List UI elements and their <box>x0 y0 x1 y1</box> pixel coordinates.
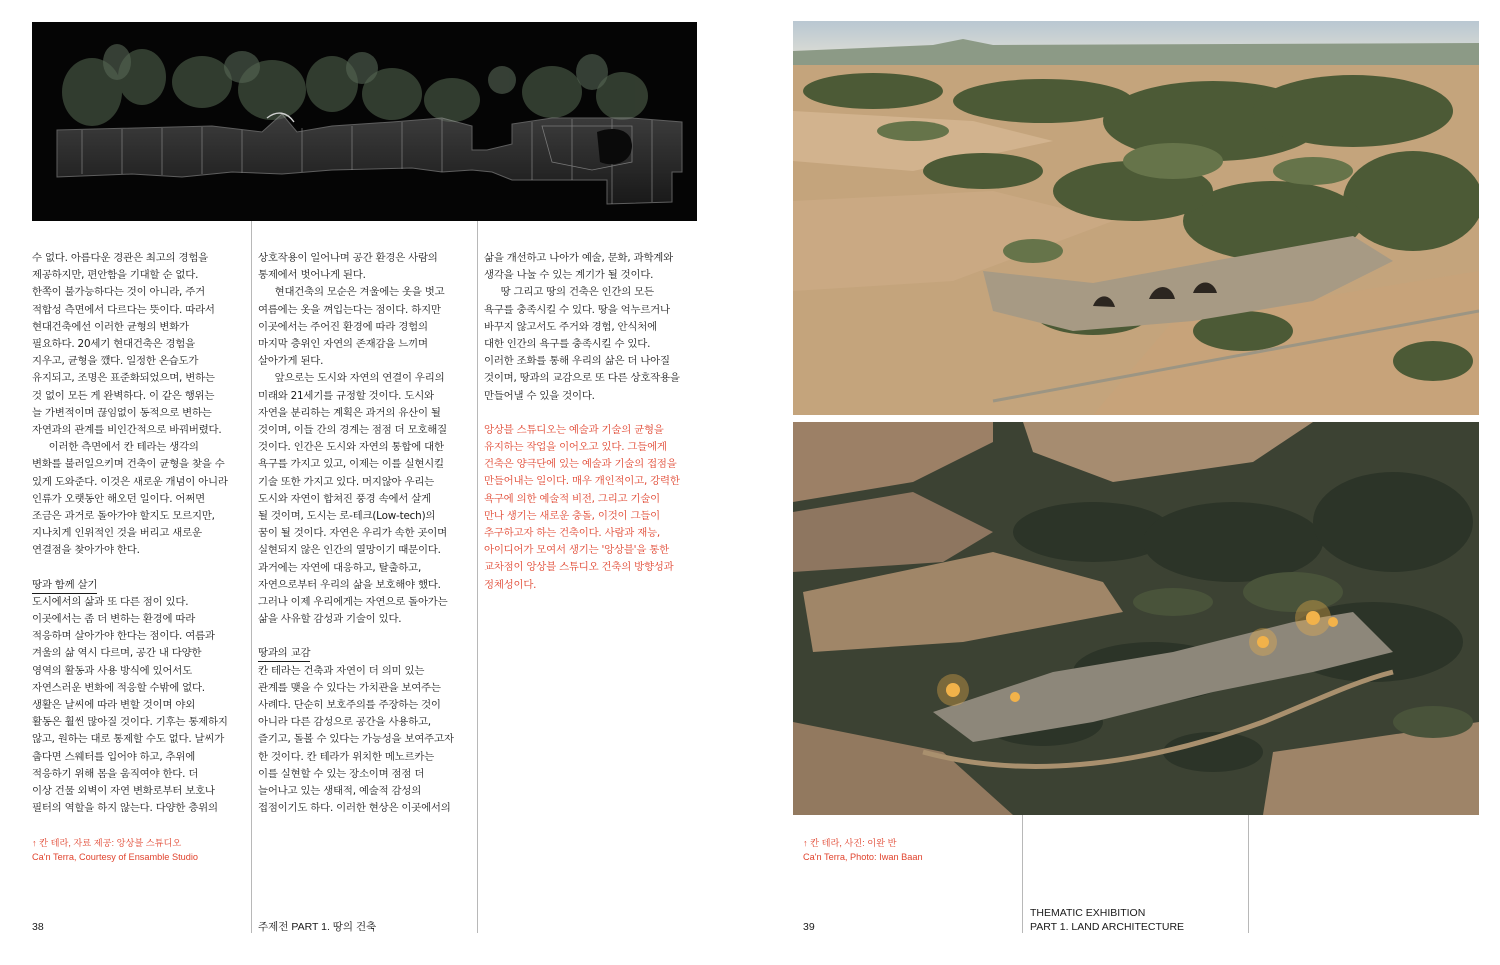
text-line: 수 없다. 아름다운 경관은 최고의 경험을 <box>32 252 209 264</box>
text-line: 도시에서의 삶과 또 다른 점이 있다. <box>32 595 189 608</box>
text-line: 여름에는 옷을 껴입는다는 점이다. 하지만 <box>258 303 441 316</box>
text-line: 그러나 이제 우리에게는 자연으로 돌아가는 <box>258 596 448 609</box>
subheading-communion-with-land: 땅과의 교감 <box>258 646 310 662</box>
text-line: 연결점을 찾아가야 한다. <box>32 544 140 557</box>
column-rule <box>1022 815 1023 933</box>
text-line: 자연으로부터 우리의 삶을 보호해야 했다. <box>258 578 441 591</box>
text-line: 땅 그리고 땅의 건축은 인간의 모든 <box>500 286 654 299</box>
text-line: 아니라 다른 감성으로 공간을 사용하고, <box>258 716 431 729</box>
text-line: 만들어낼 수 있을 것이다. <box>484 389 595 402</box>
text-line: 삶을 개선하고 나아가 예술, 문화, 과학계와 <box>484 252 673 264</box>
running-title: 주제전 PART 1. 땅의 건축 <box>258 921 377 933</box>
text-line: 적응하며 살아가야 한다는 점이다. 여름과 <box>32 630 215 643</box>
text-line: 것이며, 땅과의 교감으로 또 다른 상호작용을 <box>484 372 680 385</box>
text-line: 이상 건물 외벽이 자연 변화로부터 보호나 <box>32 785 215 798</box>
text-line: 사례다. 단순히 보호주의를 주장하는 것이 <box>258 699 441 712</box>
page-number: 38 <box>32 921 44 933</box>
text-line: 통제에서 벗어나게 된다. <box>258 269 366 282</box>
running-title-english <box>1030 907 1184 934</box>
text-line: 춥다면 스웨터를 입어야 하고, 추위에 <box>32 750 196 763</box>
text-line: 있게 도와준다. 이것은 새로운 개념이 아니라 <box>32 475 228 488</box>
caption-korean: ↑ 칸 테라, 사진: 이완 반 <box>803 838 897 848</box>
text-line: 변화를 불러일으키며 건축이 균형을 찾을 수 <box>32 458 225 471</box>
text-line: 겨울의 삶 역시 다르며, 공간 내 다양한 <box>32 647 202 660</box>
text-line: 지우고, 균형을 깼다. 일정한 온습도가 <box>32 355 199 368</box>
highlight-line: 욕구에 의한 예술적 비전, 그리고 기술이 <box>484 492 661 505</box>
highlight-line: 정체성이다. <box>484 578 537 591</box>
text-line: 앞으로는 도시와 자연의 연결이 우리의 <box>274 372 445 385</box>
column-rule <box>251 221 252 933</box>
text-line: 대한 인간의 욕구를 충족시킬 수 있다. <box>484 338 651 351</box>
text-line: 것 없이 모든 게 완벽하다. 이 같은 행위는 <box>32 389 215 402</box>
text-line: 자연을 분리하는 계획은 과거의 유산이 될 <box>258 406 441 419</box>
column-rule <box>477 221 478 933</box>
text-column-2 <box>258 250 472 818</box>
text-line: 즐기고, 돌볼 수 있다는 가능성을 보여주고자 <box>258 733 454 746</box>
text-line: 미래와 21세기를 규정할 것이다. 도시와 <box>258 389 434 402</box>
text-line: 것이며, 이들 간의 경계는 점점 더 모호해질 <box>258 424 447 437</box>
text-line: 이러한 측면에서 칸 테라는 생각의 <box>48 441 199 454</box>
text-line: 한쪽이 불가능하다는 것이 아니라, 주거 <box>32 286 205 299</box>
text-column-1 <box>32 250 246 818</box>
text-line: 현대건축에선 이러한 균형의 변화가 <box>32 320 189 333</box>
text-line: 과거에는 자연에 대응하고, 탈출하고, <box>258 561 422 574</box>
text-line: 이를 실현할 수 있는 장소이며 점점 더 <box>258 767 425 780</box>
text-line: 기술 또한 가지고 있다. 머지않아 우리는 <box>258 475 435 488</box>
text-line: 유지되고, 조명은 표준화되었으며, 변하는 <box>32 372 215 385</box>
highlight-line: 교차점이 앙상블 스튜디오 건축의 방향성과 <box>484 561 674 574</box>
text-line: 지나치게 인위적인 것을 버리고 새로운 <box>32 527 202 540</box>
highlight-paragraph <box>484 422 698 594</box>
text-line: 필요하다. 20세기 현대건축은 경험을 <box>32 338 195 351</box>
text-line: 될 것이며, 도시는 로-테크(Low-tech)의 <box>258 510 436 523</box>
text-line: 적합성 측면에서 다르다는 뜻이다. 따라서 <box>32 303 215 316</box>
text-line: 관계를 맺을 수 있다는 가치관을 보여주는 <box>258 681 441 694</box>
highlight-line: 추구하고자 하는 건축이다. 사람과 재능, <box>484 527 661 540</box>
text-line: 욕구를 가지고 있고, 이제는 이를 실현시킬 <box>258 458 444 471</box>
text-line: 접점이기도 하다. 이러한 현상은 이곳에서의 <box>258 802 451 815</box>
text-line: 자연스러운 변화에 적응할 수밖에 없다. <box>32 681 205 694</box>
text-line: 생각을 나눌 수 있는 계기가 될 것이다. <box>484 269 654 282</box>
running-title-line: THEMATIC EXHIBITION <box>1030 907 1146 919</box>
aerial-photo-daytime <box>793 21 1479 415</box>
column-rule <box>1248 815 1249 933</box>
highlight-line: 건축은 양극단에 있는 예술과 기술의 접점을 <box>484 458 677 471</box>
text-line: 적응하기 위해 몸을 움직여야 한다. 더 <box>32 767 199 780</box>
text-line: 영역의 활동과 사용 방식에 있어서도 <box>32 664 192 677</box>
highlight-line: 아이디어가 모여서 생기는 '앙상블'을 통한 <box>484 544 669 557</box>
text-line: 늘어나고 있는 생태적, 예술적 감성의 <box>258 785 422 798</box>
text-line: 자연과의 관계를 비인간적으로 바꿔버렸다. <box>32 424 222 437</box>
text-line: 살아가게 된다. <box>258 355 324 368</box>
text-line: 이러한 조화를 통해 우리의 삶은 더 나아질 <box>484 355 670 368</box>
caption-english: Ca'n Terra, Courtesy of Ensamble Studio <box>32 851 199 862</box>
text-line: 조금은 과거로 돌아가야 할지도 모르지만, <box>32 510 215 523</box>
image-caption-left <box>32 837 198 864</box>
text-line: 욕구를 충족시킬 수 있다. 땅을 억누르거나 <box>484 303 670 316</box>
text-line: 한 것이다. 칸 테라가 위치한 메노르카는 <box>258 750 435 763</box>
text-line: 꿈이 될 것이다. 자연은 우리가 속한 곳이며 <box>258 527 447 540</box>
running-title-line: PART 1. LAND ARCHITECTURE <box>1030 920 1185 933</box>
image-caption-right <box>803 837 923 864</box>
text-line: 삶을 사유할 감성과 기술이 있다. <box>258 613 402 626</box>
aerial-photo-dusk <box>793 422 1479 815</box>
text-line: 인류가 오랫동안 해오던 일이다. 어쩌면 <box>32 492 205 505</box>
text-line: 도시와 자연이 합쳐진 풍경 속에서 살게 <box>258 492 431 505</box>
caption-english: Ca'n Terra, Photo: Iwan Baan <box>803 851 923 862</box>
subheading-living-with-land: 땅과 함께 살기 <box>32 578 97 594</box>
text-line: 것이다. 인간은 도시와 자연의 통합에 대한 <box>258 441 444 454</box>
text-line: 현대건축의 모순은 겨울에는 옷을 벗고 <box>274 286 445 299</box>
text-line: 제공하지만, 편안함을 기대할 순 없다. <box>32 269 199 282</box>
highlight-line: 앙상블 스튜디오는 예술과 기술의 균형을 <box>484 423 664 436</box>
highlight-line: 만들어내는 일이다. 매우 개인적이고, 강력한 <box>484 475 680 488</box>
text-column-3 <box>484 250 698 594</box>
text-line: 실현되지 않은 인간의 열망이기 때문이다. <box>258 544 441 557</box>
text-line: 생활은 날씨에 따라 변할 것이며 야외 <box>32 699 196 712</box>
text-line: 마지막 층위인 자연의 존재감을 느끼며 <box>258 338 428 351</box>
text-line: 늘 가변적이며 끊임없이 동적으로 변하는 <box>32 406 212 419</box>
text-line: 칸 테라는 건축과 자연이 더 의미 있는 <box>258 664 425 677</box>
point-cloud-section-image <box>32 22 697 221</box>
page-number: 39 <box>803 921 815 933</box>
text-line: 활동은 훨씬 많아질 것이다. 기후는 통제하지 <box>32 716 228 729</box>
highlight-line: 유지하는 작업을 이어오고 있다. 그들에게 <box>484 441 667 454</box>
text-line: 않고, 원하는 대로 통제할 수도 없다. 날씨가 <box>32 733 225 746</box>
text-line: 바꾸지 않고서도 주거와 경험, 안식처에 <box>484 320 657 333</box>
text-line: 이곳에서는 주어진 환경에 따라 경험의 <box>258 320 428 333</box>
text-line: 상호작용이 일어나며 공간 환경은 사람의 <box>258 252 438 264</box>
text-line: 이곳에서는 좀 더 변하는 환경에 따라 <box>32 613 196 626</box>
text-line: 필터의 역할을 하지 않는다. 다양한 층위의 <box>32 802 218 815</box>
caption-korean: ↑ 칸 테라, 자료 제공: 앙상블 스튜디오 <box>32 838 182 848</box>
highlight-line: 만나 생기는 새로운 충돌, 이것이 그들이 <box>484 509 661 522</box>
